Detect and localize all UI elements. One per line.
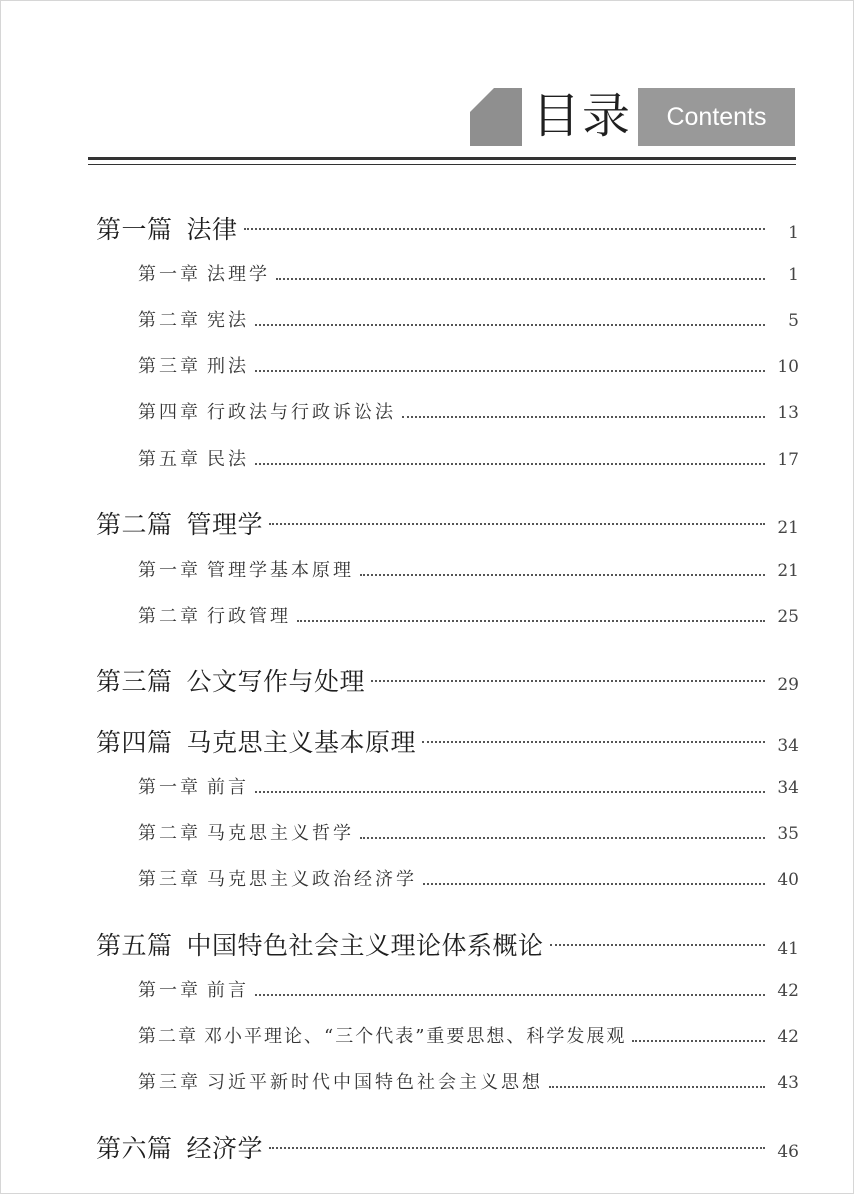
toc-leader-dots <box>423 883 765 885</box>
toc-leader-dots <box>549 1086 765 1088</box>
toc-chapter[interactable] <box>0 819 854 849</box>
toc-leader-dots <box>632 1040 765 1042</box>
toc-leader-dots <box>550 944 765 946</box>
toc-part-label: 第三篇 公文写作与处理 <box>96 667 366 696</box>
toc-chapter[interactable] <box>0 1068 854 1098</box>
toc-page-number: 1 <box>788 223 799 243</box>
toc-chapter[interactable] <box>0 352 854 382</box>
toc-page-number: 25 <box>777 607 799 627</box>
toc-leader-dots <box>269 523 765 525</box>
toc-leader-dots <box>297 620 765 622</box>
toc-part-2[interactable] <box>0 505 854 539</box>
toc-chapter[interactable] <box>0 773 854 803</box>
toc-page-number: 46 <box>777 1142 799 1162</box>
toc-leader-dots <box>371 680 765 682</box>
toc-part-label: 第二篇 管理学 <box>96 510 264 539</box>
toc-chapter-label: 第一章 管理学基本原理 <box>138 560 354 581</box>
toc-part-4[interactable] <box>0 723 854 757</box>
toc-page-number: 42 <box>777 981 799 1001</box>
toc-chapter-label: 第三章 刑法 <box>138 356 249 377</box>
toc-chapter[interactable] <box>0 976 854 1006</box>
toc-chapter[interactable] <box>0 260 854 290</box>
toc-page-number: 41 <box>777 939 799 959</box>
toc-part-1[interactable] <box>0 210 854 244</box>
toc-chapter-label: 第二章 行政管理 <box>138 606 291 627</box>
toc-chapter[interactable] <box>0 445 854 475</box>
toc-leader-dots <box>360 837 765 839</box>
page-title: 目录 <box>532 88 633 144</box>
toc-chapter[interactable] <box>0 398 854 428</box>
header-rule-thin <box>88 164 796 165</box>
toc-page-number: 40 <box>777 870 799 890</box>
toc-leader-dots <box>255 463 765 465</box>
toc-chapter-label: 第二章 宪法 <box>138 310 249 331</box>
toc-leader-dots <box>255 994 765 996</box>
toc-chapter-label: 第五章 民法 <box>138 449 249 470</box>
toc-page-number: 34 <box>777 736 799 756</box>
toc-leader-dots <box>269 1147 765 1149</box>
toc-page-number: 35 <box>777 824 799 844</box>
toc-chapter[interactable] <box>0 865 854 895</box>
header-rule-thick <box>88 157 796 160</box>
page-subtitle-badge: Contents <box>638 88 795 146</box>
toc-page-number: 1 <box>788 265 799 285</box>
toc-chapter[interactable] <box>0 602 854 632</box>
toc-chapter[interactable] <box>0 1022 854 1052</box>
toc-part-label: 第一篇 法律 <box>96 215 238 244</box>
toc-page-number: 43 <box>777 1073 799 1093</box>
toc-part-3[interactable] <box>0 662 854 696</box>
toc-page-number: 21 <box>777 518 799 538</box>
toc-chapter-label: 第三章 马克思主义政治经济学 <box>138 869 417 890</box>
toc-leader-dots <box>255 791 765 793</box>
toc-chapter-label: 第二章 马克思主义哲学 <box>138 823 354 844</box>
toc-leader-dots <box>255 324 765 326</box>
toc-part-label: 第四篇 马克思主义基本原理 <box>96 728 417 757</box>
toc-page-number: 21 <box>777 561 799 581</box>
toc-chapter-label: 第一章 前言 <box>138 980 249 1001</box>
toc-page-number: 13 <box>777 403 799 423</box>
toc-leader-dots <box>276 278 765 280</box>
toc-page-number: 34 <box>777 778 799 798</box>
toc-page-number: 10 <box>777 357 799 377</box>
toc-part-5[interactable] <box>0 926 854 960</box>
toc-page-number: 42 <box>777 1027 799 1047</box>
toc-chapter-label: 第四章 行政法与行政诉讼法 <box>138 402 396 423</box>
toc-chapter[interactable] <box>0 556 854 586</box>
toc-part-6[interactable] <box>0 1129 854 1163</box>
toc-part-label: 第五篇 中国特色社会主义理论体系概论 <box>96 931 544 960</box>
toc-leader-dots <box>402 416 765 418</box>
toc-chapter-label: 第一章 前言 <box>138 777 249 798</box>
toc-page-number: 5 <box>788 311 799 331</box>
toc-leader-dots <box>255 370 765 372</box>
toc-leader-dots <box>422 741 765 743</box>
toc-chapter-label: 第三章 习近平新时代中国特色社会主义思想 <box>138 1072 543 1093</box>
toc-chapter[interactable] <box>0 306 854 336</box>
toc-chapter-label: 第二章 邓小平理论、“三个代表”重要思想、科学发展观 <box>138 1026 627 1047</box>
toc-leader-dots <box>360 574 765 576</box>
toc-part-label: 第六篇 经济学 <box>96 1134 264 1163</box>
toc-page-number: 29 <box>777 675 799 695</box>
toc-leader-dots <box>244 228 765 230</box>
toc-chapter-label: 第一章 法理学 <box>138 264 270 285</box>
toc-page-number: 17 <box>777 450 799 470</box>
